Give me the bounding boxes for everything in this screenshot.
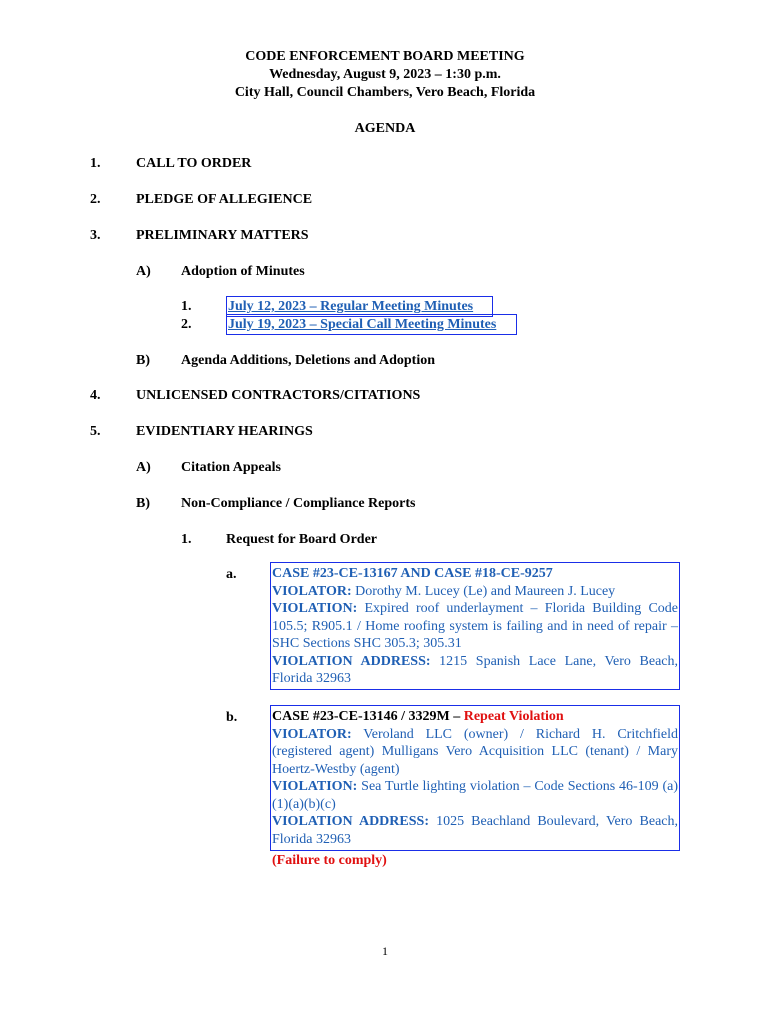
- page-number: 1: [382, 944, 388, 958]
- meeting-date: Wednesday, August 9, 2023 – 1:30 p.m.: [269, 67, 501, 82]
- violation-value: Expired roof underlayment – Florida Building Code 105.5; R905.1 / Home roofing system is failing and in need of repair – SHC Sections SHC 305.3; 305.31: [272, 601, 678, 651]
- item-call-to-order: CALL TO ORDER: [136, 156, 252, 171]
- violation-label: VIOLATION:: [272, 779, 358, 794]
- minutes-number: 2.: [181, 317, 192, 332]
- case-letter: b.: [226, 710, 238, 725]
- case-a-violation: [272, 600, 678, 653]
- sub-item-letter: A): [136, 264, 151, 279]
- case-b-number: CASE #23-CE-13146 / 3329M –: [272, 709, 461, 724]
- sub-item-letter: B): [136, 353, 150, 368]
- meeting-location: City Hall, Council Chambers, Vero Beach, Florida: [234, 85, 536, 100]
- address-label: VIOLATION ADDRESS:: [272, 814, 429, 829]
- violation-label: VIOLATION:: [272, 601, 358, 616]
- item-number: 4.: [90, 388, 101, 403]
- meeting-title: CODE ENFORCEMENT BOARD MEETING: [245, 49, 525, 64]
- address-value: 1025 Beachland Boulevard, Vero Beach, Florida 32963: [272, 814, 679, 847]
- case-a-details: [272, 565, 678, 688]
- sub-item-letter: A): [136, 460, 151, 475]
- item-pledge: PLEDGE OF ALLEGIENCE: [136, 192, 313, 207]
- case-a-violator: [272, 583, 678, 601]
- item-number: 3.: [90, 228, 101, 243]
- sub-item-letter: B): [136, 496, 150, 511]
- minutes-number: 1.: [181, 299, 192, 314]
- item-evidentiary-hearings: EVIDENTIARY HEARINGS: [136, 424, 313, 439]
- agenda-heading: AGENDA: [354, 121, 416, 136]
- item-preliminary-matters: PRELIMINARY MATTERS: [136, 228, 309, 243]
- item-citation-appeals: Citation Appeals: [181, 460, 281, 475]
- item-compliance-reports: Non-Compliance / Compliance Reports: [181, 496, 416, 511]
- case-a-title: CASE #23-CE-13167 AND CASE #18-CE-9257: [272, 566, 553, 581]
- case-b-violator: [272, 726, 678, 779]
- item-number: 5.: [90, 424, 101, 439]
- violator-value: Dorothy M. Lucey (Le) and Maureen J. Lucey: [355, 583, 616, 599]
- case-b-details: [272, 708, 678, 848]
- item-unlicensed-contractors: UNLICENSED CONTRACTORS/CITATIONS: [136, 388, 421, 403]
- address-label: VIOLATION ADDRESS:: [272, 653, 431, 669]
- failure-to-comply-note: (Failure to comply): [272, 853, 387, 868]
- address-value: 1215 Spanish Lace Lane, Vero Beach, Florida 32963: [272, 653, 679, 686]
- violator-value: Veroland LLC (owner) / Richard H. Critchfield (registered agent) Mulligans Vero Acquisition LLC (tenant) / Mary Hoertz-Westby (agent): [272, 726, 678, 777]
- repeat-violation-label: Repeat Violation: [463, 709, 564, 724]
- violator-label: VIOLATOR:: [272, 583, 352, 599]
- case-letter: a.: [226, 567, 237, 582]
- violator-label: VIOLATOR:: [272, 726, 352, 742]
- case-b-title: [272, 708, 678, 726]
- violation-value: Sea Turtle lighting violation – Code Sections 46-109 (a)(1)(a)(b)(c): [272, 779, 679, 812]
- item-number: 1.: [90, 156, 101, 171]
- minutes-link-july-12[interactable]: July 12, 2023 – Regular Meeting Minutes: [228, 299, 474, 314]
- item-number: 2.: [90, 192, 101, 207]
- minutes-link-july-19[interactable]: July 19, 2023 – Special Call Meeting Minutes: [228, 317, 497, 332]
- case-b-violation: [272, 778, 678, 813]
- sub-item-number: 1.: [181, 532, 192, 547]
- item-agenda-additions: Agenda Additions, Deletions and Adoption: [181, 353, 436, 368]
- case-b-address: [272, 813, 678, 848]
- case-a-address: [272, 653, 678, 688]
- item-adoption-of-minutes: Adoption of Minutes: [181, 264, 305, 279]
- item-request-board-order: Request for Board Order: [226, 532, 377, 547]
